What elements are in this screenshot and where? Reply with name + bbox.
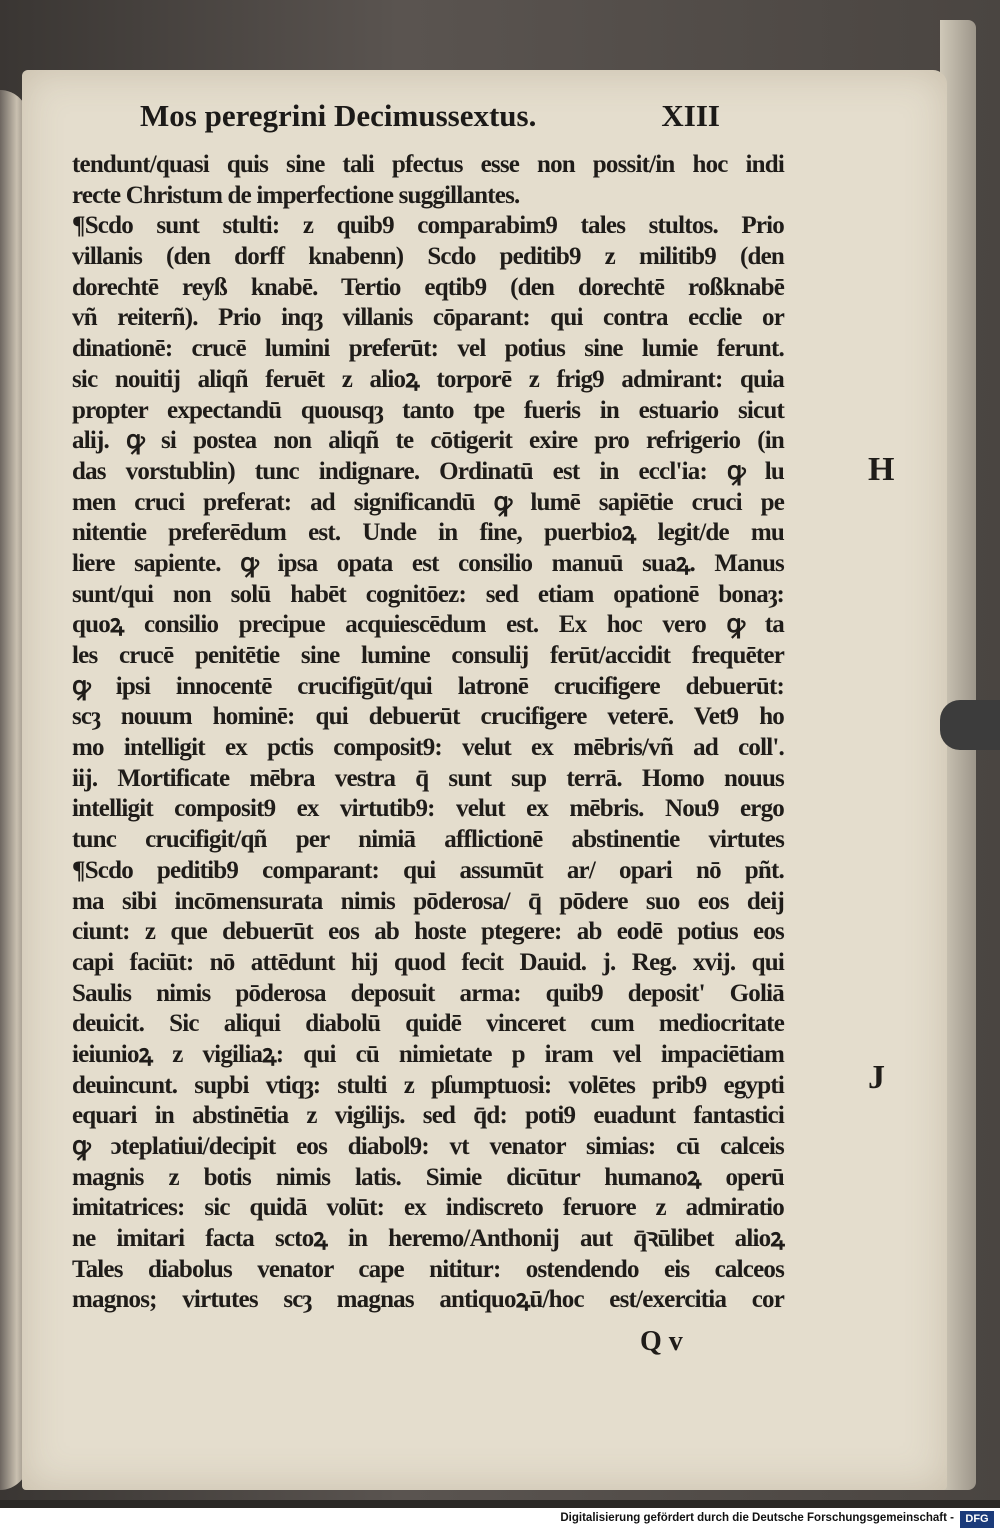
text-line: ma sibi incōmensurata nimis pōderosa/ q̄ pōdere suo eos deij bbox=[72, 887, 784, 915]
text-line: deuincunt. supbi vtiqȝ: stulti z pſumptuosi: volētes prib9 egypti bbox=[72, 1071, 784, 1099]
footer-bar bbox=[0, 1508, 1000, 1532]
text-line: ꝙ ipsi innocentē crucifigūt/qui latronē crucifigere debuerūt: bbox=[72, 672, 784, 700]
text-line: propter expectandū quousqȝ tanto tpe fueris in estuario sicut bbox=[72, 396, 784, 424]
text-line: sunt/qui non solū habēt cognitōez: sed etiam opationē bonaȝ: bbox=[72, 580, 784, 608]
text-line: Saulis nimis pōderosa deposuit arma: quib9 deposit' Goliā bbox=[72, 979, 784, 1007]
text-line: deuicit. Sic aliqui diabolū quidē vinceret cum mediocritate bbox=[72, 1010, 784, 1038]
text-line: nitentie preferēdum est. Unde in fine, puerbioꝝ legit/de mu bbox=[72, 519, 784, 547]
text-line: das vorstublin) tunc indignare. Ordinatū est in eccl'ia: ꝙ lu bbox=[72, 457, 784, 485]
text-line: iij. Mortificate mēbra vestra q̄ sunt sup terrā. Homo nouus bbox=[72, 764, 784, 792]
text-line: capi faciūt: nō attēdunt hij quod fecit Dauid. j. Reg. xvij. qui bbox=[72, 948, 784, 976]
book-clasp bbox=[940, 700, 1000, 750]
text-line: men cruci preferat: ad significandū ꝙ lumē sapiētie cruci pe bbox=[72, 488, 784, 516]
marginal-letter-i: J bbox=[868, 1059, 885, 1096]
text-line: villanis (den dorff knabenn) Scdo peditib9 z militib9 (den bbox=[72, 243, 784, 271]
signature-mark: Q v bbox=[640, 1326, 683, 1357]
text-line: imitatrices: sic quidā volūt: ex indiscreto feruore z admiratio bbox=[72, 1194, 784, 1222]
running-header bbox=[140, 98, 720, 134]
text-line: ieiunioꝝ z vigiliaꝝ: qui cū nimietate p iram vel impaciētiam bbox=[72, 1040, 784, 1068]
text-line: ne imitari facta sctoꝝ in heremo/Anthonij aut q̄ꝛūlibet alioꝝ bbox=[72, 1225, 784, 1253]
text-line: dorechtē reyß knabē. Tertio eqtib9 (den dorechtē roßknabē bbox=[72, 273, 784, 301]
text-line: ꝙ ɔteplatiui/decipit eos diabol9: vt venator simias: cū calceis bbox=[72, 1133, 784, 1160]
dfg-logo: DFG bbox=[960, 1511, 994, 1528]
text-line: alij. ꝙ si postea non aliqñ te cōtigerit exire pro refrigerio (in bbox=[72, 427, 784, 455]
folio-number: XIII bbox=[661, 98, 720, 133]
text-line: les crucē penitētie sine lumine consulij ferūt/accidit frequēter bbox=[72, 642, 784, 669]
text-line: equari in abstinētia z vigilijs. sed q̄d: poti9 euadunt fantastici bbox=[72, 1102, 784, 1130]
running-title: Mos peregrini Decimussextus. bbox=[140, 98, 537, 133]
text-line: liere sapiente. ꝙ ipsa opata est consilio manuū suaꝝ. Manus bbox=[72, 549, 784, 577]
text-line: magnos; virtutes scȝ magnas antiquoꝝū/hoc est/exercitia cor bbox=[72, 1286, 784, 1314]
text-line: intelligit composit9 ex virtutib9: velut ex mēbris. Nou9 ergo bbox=[72, 795, 784, 823]
marginal-letter-h: H bbox=[868, 451, 895, 488]
text-line: ¶Scdo sunt stulti: z quib9 comparabim9 tales stultos. Prio bbox=[72, 212, 784, 240]
text-line: tunc crucifigit/qñ per nimiā afflictionē abstinentie virtutes bbox=[72, 826, 784, 854]
text-line: Tales diabolus venator cape nititur: ostendendo eis calceos bbox=[72, 1255, 784, 1283]
text-line: sic nouitij aliqñ feruēt z alioꝝ torporē z frig9 admirant: quia bbox=[72, 365, 784, 393]
text-line: tendunt/quasi quis sine tali pfectus esse non possit/in hoc indi bbox=[72, 151, 784, 178]
text-line: dinationē: crucē lumini preferūt: vel potius sine lumie ferunt. bbox=[72, 335, 784, 363]
funding-credit: Digitalisierung gefördert durch die Deutsche Forschungsgemeinschaft - bbox=[560, 1512, 954, 1524]
text-line: quoꝝ consilio precipue acquiescēdum est. Ex hoc vero ꝙ ta bbox=[72, 611, 784, 639]
text-line: scȝ nouum hominē: qui debuerūt crucifigere veterē. Vet9 ho bbox=[72, 703, 784, 731]
text-line: vñ reiterñ). Prio inqȝ villanis cōparant: qui contra ecclie or bbox=[72, 304, 784, 332]
text-line: ¶Scdo peditib9 comparant: qui assumūt ar/ opari nō pñt. bbox=[72, 856, 784, 884]
text-line: ciunt: z que debuerūt eos ab hoste ptegere: ab eodē potius eos bbox=[72, 918, 784, 946]
body-text bbox=[72, 150, 784, 1316]
text-line: magnis z botis nimis latis. Simie dicūtur humanoꝝ operū bbox=[72, 1163, 784, 1191]
text-line: recte Christum de imperfectione suggillantes. bbox=[72, 181, 520, 209]
text-line: mo intelligit ex pctis composit9: velut ex mēbris/vñ ad coll'. bbox=[72, 734, 784, 762]
